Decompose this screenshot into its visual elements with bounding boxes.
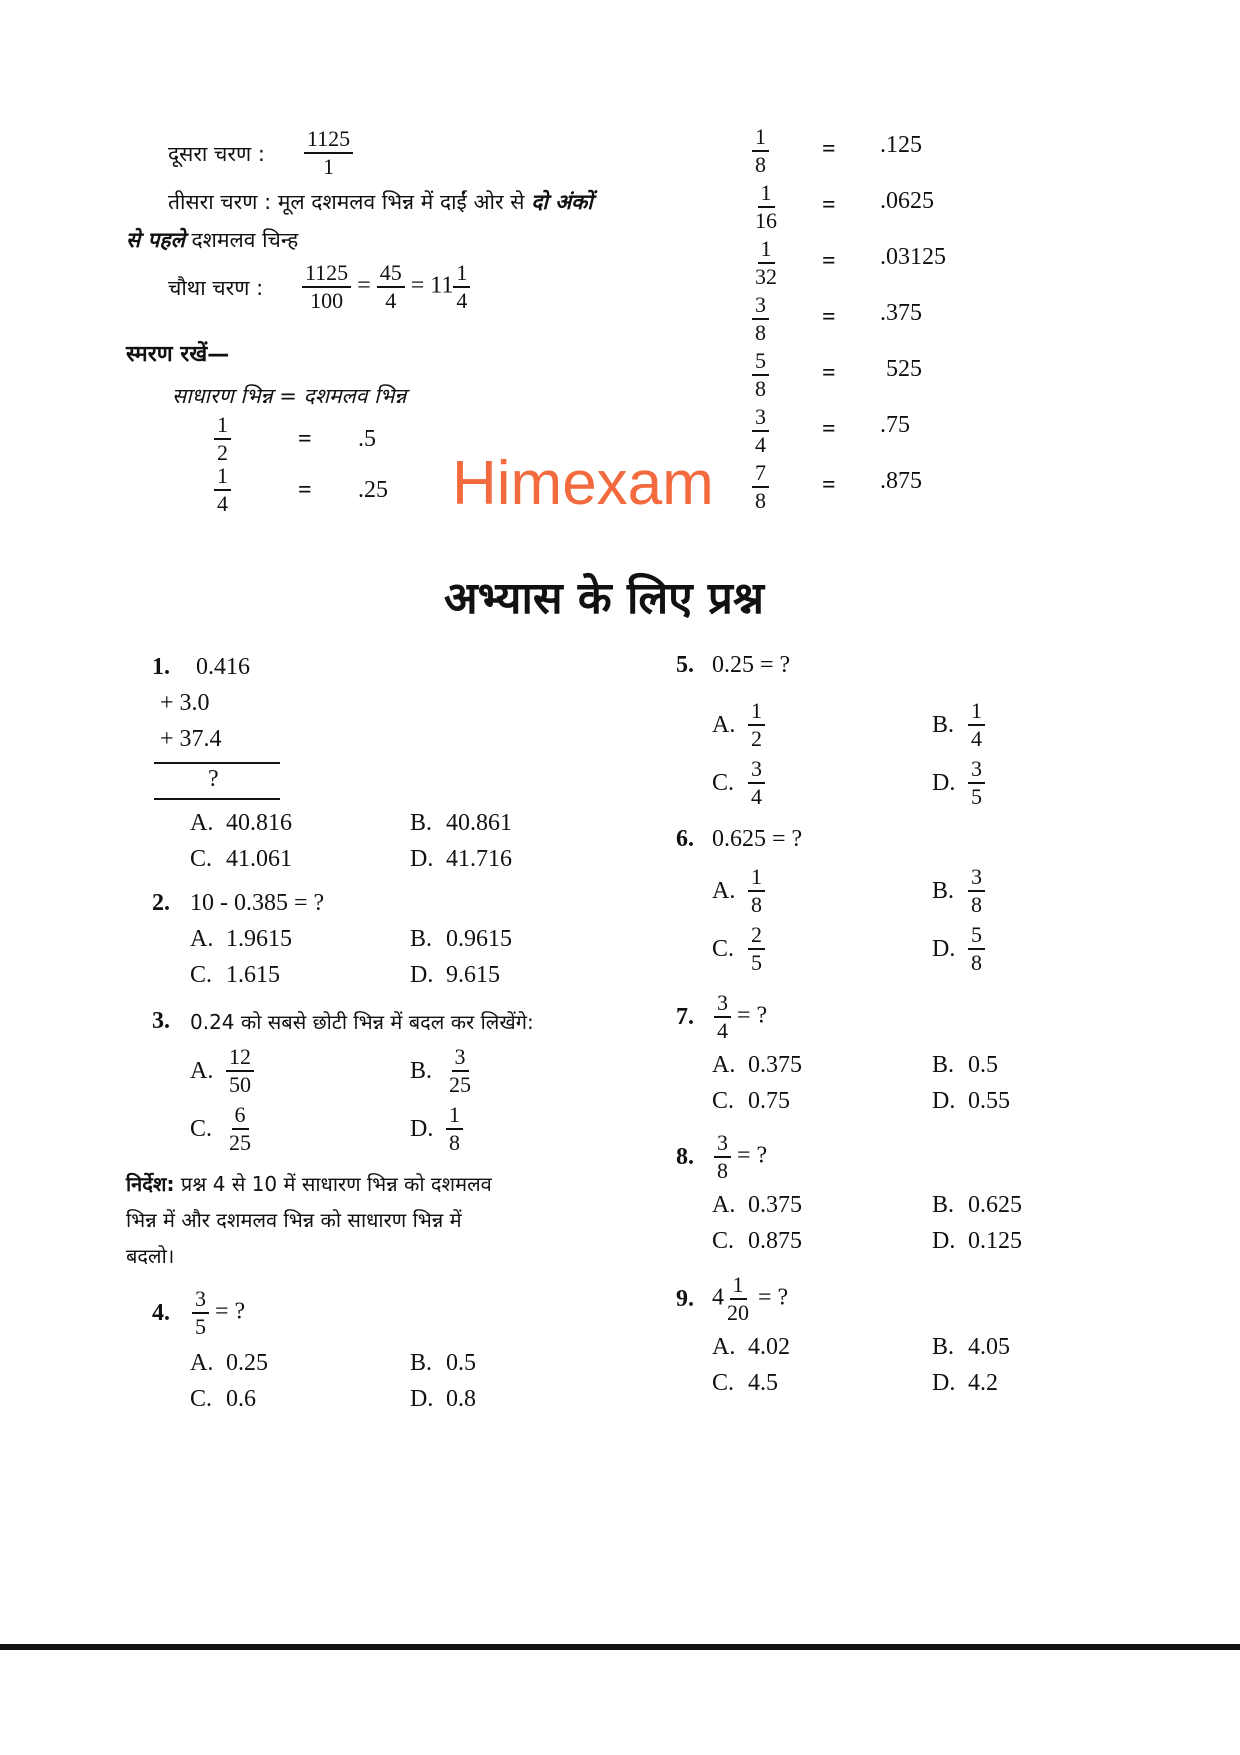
option-value: 0.55 [968, 1088, 1010, 1114]
option-num: 6 [232, 1104, 249, 1130]
question-3-number: 3. [152, 1008, 170, 1034]
question-1-option-c[interactable] [190, 846, 292, 873]
table-row-den: 8 [755, 320, 766, 345]
step2-numerator: 1125 [304, 128, 353, 154]
table-row-den: 4 [755, 432, 766, 457]
option-value: 41.061 [226, 846, 292, 872]
option-label: B. [932, 1192, 955, 1218]
question-6-option-a[interactable] [712, 866, 765, 916]
option-value: 0.5 [968, 1052, 998, 1078]
table-row-value: .03125 [880, 244, 946, 270]
option-value: 9.615 [446, 962, 500, 988]
table-row-eq: = [822, 304, 836, 330]
option-label: D. [932, 1370, 956, 1396]
question-8-option-d[interactable] [932, 1228, 1022, 1255]
question-4-suffix: = ? [215, 1298, 246, 1325]
option-label: C. [712, 1088, 735, 1114]
option-den: 2 [751, 726, 762, 751]
question-8-option-a[interactable] [712, 1192, 802, 1219]
table-row-den: 16 [755, 208, 777, 233]
option-den: 25 [229, 1130, 251, 1155]
option-num: 1 [748, 866, 765, 892]
question-4-expression [192, 1288, 245, 1338]
remember-row-1-eq: = [298, 426, 312, 452]
remember-row-1-value: .5 [358, 426, 376, 452]
direction-line2: भिन्न में और दशमलव भिन्न को साधारण भिन्न में [126, 1208, 462, 1232]
table-row-eq: = [822, 192, 836, 218]
table-row-value: .375 [880, 300, 922, 326]
option-num: 3 [968, 758, 985, 784]
question-5-option-d[interactable] [932, 758, 985, 808]
question-1-line2: + 3.0 [160, 690, 210, 716]
question-7-den: 4 [717, 1018, 728, 1043]
section-heading: अभ्यास के लिए प्रश्न [444, 573, 765, 624]
option-value: 0.625 [968, 1192, 1022, 1218]
option-den: 4 [751, 784, 762, 809]
remember-row-2-value: .25 [358, 477, 388, 503]
question-9-whole: 4 [712, 1284, 724, 1311]
option-num: 2 [748, 924, 765, 950]
question-9-num: 1 [730, 1274, 747, 1300]
option-value: 0.25 [226, 1350, 268, 1376]
option-value: 0.5 [446, 1350, 476, 1376]
question-1-result: ? [208, 766, 219, 792]
question-1-option-d[interactable] [410, 846, 512, 873]
question-2-option-a[interactable] [190, 926, 292, 953]
question-3-option-c[interactable] [190, 1104, 254, 1154]
option-value: 0.9615 [446, 926, 512, 952]
question-9-den: 20 [727, 1300, 749, 1325]
page-bottom-rule [0, 1644, 1240, 1650]
question-9-option-a[interactable] [712, 1334, 790, 1361]
step3-line1 [168, 188, 593, 216]
option-num: 1 [968, 700, 985, 726]
question-1-option-a[interactable] [190, 810, 292, 837]
question-7-number: 7. [676, 1004, 694, 1030]
option-num: 3 [968, 866, 985, 892]
step3-line2 [126, 226, 298, 254]
step3-line2-bold: से पहले [126, 228, 185, 252]
question-8-num: 3 [714, 1132, 731, 1158]
option-num: 3 [748, 758, 765, 784]
table-row-value: .75 [880, 412, 910, 438]
question-3-option-d[interactable] [410, 1104, 463, 1154]
option-value: 1.615 [226, 962, 280, 988]
option-label: A. [190, 1350, 214, 1376]
option-label: D. [932, 1088, 956, 1114]
table-row-den: 32 [755, 264, 777, 289]
step4-expression [302, 262, 470, 312]
table-row-eq: = [822, 248, 836, 274]
question-4-den: 5 [195, 1314, 206, 1339]
question-7-option-b[interactable] [932, 1052, 998, 1079]
question-4-option-d[interactable] [410, 1386, 476, 1413]
option-value: 40.816 [226, 810, 292, 836]
question-2-option-c[interactable] [190, 962, 280, 989]
question-4-option-c[interactable] [190, 1386, 256, 1413]
question-8-den: 8 [717, 1158, 728, 1183]
remember-title: स्मरण रखें— [126, 342, 230, 367]
option-den: 8 [971, 950, 982, 975]
direction-line1 [126, 1170, 492, 1197]
question-7-suffix: = ? [737, 1002, 768, 1029]
option-label: A. [712, 711, 736, 738]
option-label: C. [190, 962, 213, 988]
table-row-num: 3 [752, 294, 769, 320]
option-label: A. [190, 926, 214, 952]
option-value: 0.375 [748, 1052, 802, 1078]
question-4-option-b[interactable] [410, 1350, 476, 1377]
step3-text: तीसरा चरण : मूल दशमलव भिन्न में दाईं ओर से [168, 190, 525, 214]
direction-line3: बदलो। [126, 1244, 175, 1268]
option-label: A. [712, 1334, 736, 1360]
question-9-number: 9. [676, 1286, 694, 1312]
question-5-option-b[interactable] [932, 700, 985, 750]
table-row [752, 126, 769, 176]
question-9-option-c[interactable] [712, 1370, 778, 1397]
question-7-num: 3 [714, 992, 731, 1018]
option-label: C. [712, 1228, 735, 1254]
option-label: A. [190, 810, 214, 836]
step4-f3-num: 1 [453, 262, 470, 288]
step4-f2-den: 4 [385, 288, 397, 313]
option-label: C. [190, 1386, 213, 1412]
option-label: A. [712, 877, 736, 904]
table-row-den: 8 [755, 152, 766, 177]
question-5-option-a[interactable] [712, 700, 765, 750]
step4-eq2: = 11 [410, 272, 454, 299]
option-value: 0.125 [968, 1228, 1022, 1254]
option-label: B. [932, 1334, 955, 1360]
table-row [752, 182, 780, 232]
option-label: A. [712, 1192, 736, 1218]
option-label: A. [712, 1052, 736, 1078]
option-label: D. [932, 769, 956, 796]
option-value: 4.02 [748, 1334, 790, 1360]
option-value: 40.861 [446, 810, 512, 836]
question-1-option-b[interactable] [410, 810, 512, 837]
step2-fraction [304, 128, 353, 178]
remember-row-2 [214, 465, 231, 515]
option-den: 5 [751, 950, 762, 975]
option-value: 4.05 [968, 1334, 1010, 1360]
question-7-option-c[interactable] [712, 1088, 790, 1115]
question-9-expression [712, 1274, 788, 1324]
option-den: 50 [229, 1072, 251, 1097]
step4-f2-num: 45 [377, 262, 405, 288]
watermark-logo: Himexam [452, 449, 714, 518]
step4-label: चौथा चरण : [168, 276, 264, 300]
table-row [752, 350, 769, 400]
option-label: A. [190, 1057, 214, 1084]
option-label: C. [190, 846, 213, 872]
question-6-option-c[interactable] [712, 924, 765, 974]
question-6-option-d[interactable] [932, 924, 985, 974]
question-1-sum-line-bottom [154, 798, 280, 800]
question-1-number: 1. [152, 654, 170, 680]
table-row-num: 1 [758, 182, 775, 208]
option-value: 4.2 [968, 1370, 998, 1396]
question-5-text: 0.25 = ? [712, 652, 791, 678]
step4-f3-den: 4 [456, 288, 468, 313]
question-6-option-b[interactable] [932, 866, 985, 916]
table-row [752, 462, 769, 512]
question-7-option-a[interactable] [712, 1052, 802, 1079]
option-den: 25 [449, 1072, 471, 1097]
option-label: B. [932, 877, 955, 904]
option-label: B. [932, 711, 955, 738]
remember-row-1-num: 1 [214, 414, 231, 440]
table-row [752, 406, 769, 456]
option-den: 8 [971, 892, 982, 917]
option-num: 12 [226, 1046, 254, 1072]
option-den: 8 [449, 1130, 460, 1155]
option-value: 0.375 [748, 1192, 802, 1218]
remember-subtitle: साधारण भिन्न = दशमलव भिन्न [172, 384, 407, 408]
table-row-eq: = [822, 472, 836, 498]
question-7-expression [714, 992, 767, 1042]
direction-text-1: प्रश्न 4 से 10 में साधारण भिन्न को दशमलव [180, 1172, 492, 1196]
option-num: 3 [452, 1046, 469, 1072]
option-label: D. [932, 1228, 956, 1254]
table-row-num: 7 [752, 462, 769, 488]
question-9-suffix: = ? [758, 1284, 789, 1311]
option-value: 41.716 [446, 846, 512, 872]
question-1-line1: 0.416 [196, 654, 250, 680]
table-row-value: .125 [880, 132, 922, 158]
question-5-option-c[interactable] [712, 758, 765, 808]
remember-row-1 [214, 414, 231, 464]
option-label: C. [190, 1115, 213, 1142]
option-label: B. [410, 926, 433, 952]
direction-label: निर्देश: [126, 1172, 175, 1196]
option-label: D. [410, 846, 434, 872]
option-num: 5 [968, 924, 985, 950]
remember-row-2-den: 4 [217, 491, 228, 516]
step2-denominator: 1 [323, 154, 335, 179]
question-3-text: 0.24 को सबसे छोटी भिन्न में बदल कर लिखेंगे: [190, 1010, 534, 1034]
option-label: B. [932, 1052, 955, 1078]
step4-f1-num: 1125 [302, 262, 351, 288]
remember-row-2-eq: = [298, 477, 312, 503]
question-2-option-b[interactable] [410, 926, 512, 953]
remember-row-1-den: 2 [217, 440, 228, 465]
option-label: D. [932, 935, 956, 962]
option-value: 1.9615 [226, 926, 292, 952]
table-row-num: 5 [752, 350, 769, 376]
table-row-eq: = [822, 136, 836, 162]
option-value: 0.875 [748, 1228, 802, 1254]
table-row-den: 8 [755, 488, 766, 513]
question-9-option-b[interactable] [932, 1334, 1010, 1361]
question-6-number: 6. [676, 826, 694, 852]
table-row-value: .0625 [880, 188, 934, 214]
option-label: B. [410, 810, 433, 836]
option-value: 0.75 [748, 1088, 790, 1114]
question-2-number: 2. [152, 890, 170, 916]
question-1-line3: + 37.4 [160, 726, 222, 752]
option-label: D. [410, 962, 434, 988]
option-label: B. [410, 1350, 433, 1376]
table-row [752, 238, 780, 288]
option-label: C. [712, 935, 735, 962]
table-row-num: 3 [752, 406, 769, 432]
option-den: 4 [971, 726, 982, 751]
table-row-value: .875 [880, 468, 922, 494]
step4-eq1: = [357, 272, 371, 299]
question-2-option-d[interactable] [410, 962, 500, 989]
table-row-eq: = [822, 416, 836, 442]
remember-row-2-num: 1 [214, 465, 231, 491]
question-8-number: 8. [676, 1144, 694, 1170]
question-1-sum-line-top [154, 762, 280, 764]
option-label: C. [712, 1370, 735, 1396]
table-row-num: 1 [752, 126, 769, 152]
option-label: D. [410, 1115, 434, 1142]
option-value: 4.5 [748, 1370, 778, 1396]
question-8-suffix: = ? [737, 1142, 768, 1169]
question-5-number: 5. [676, 652, 694, 678]
question-6-text: 0.625 = ? [712, 826, 803, 852]
step4-f1-den: 100 [310, 288, 344, 313]
table-row-value: 525 [886, 356, 922, 382]
question-2-text: 10 - 0.385 = ? [190, 890, 325, 916]
option-value: 0.8 [446, 1386, 476, 1412]
option-den: 8 [751, 892, 762, 917]
option-den: 5 [971, 784, 982, 809]
option-num: 1 [446, 1104, 463, 1130]
question-8-option-c[interactable] [712, 1228, 802, 1255]
step3-line2-text: दशमलव चिन्ह [191, 228, 299, 252]
option-num: 1 [748, 700, 765, 726]
question-9-option-d[interactable] [932, 1370, 998, 1397]
step2-label: दूसरा चरण : [168, 142, 265, 166]
option-label: C. [712, 769, 735, 796]
option-value: 0.6 [226, 1386, 256, 1412]
option-label: D. [410, 1386, 434, 1412]
step3-bold: दो अंकों [531, 190, 593, 214]
option-label: B. [410, 1057, 433, 1084]
table-row-num: 1 [758, 238, 775, 264]
question-8-expression [714, 1132, 767, 1182]
table-row-den: 8 [755, 376, 766, 401]
question-8-option-b[interactable] [932, 1192, 1022, 1219]
question-4-num: 3 [192, 1288, 209, 1314]
table-row [752, 294, 769, 344]
question-3-option-b[interactable] [410, 1046, 474, 1096]
question-3-option-a[interactable] [190, 1046, 254, 1096]
question-4-number: 4. [152, 1300, 170, 1326]
question-7-option-d[interactable] [932, 1088, 1010, 1115]
question-4-option-a[interactable] [190, 1350, 268, 1377]
table-row-eq: = [822, 360, 836, 386]
